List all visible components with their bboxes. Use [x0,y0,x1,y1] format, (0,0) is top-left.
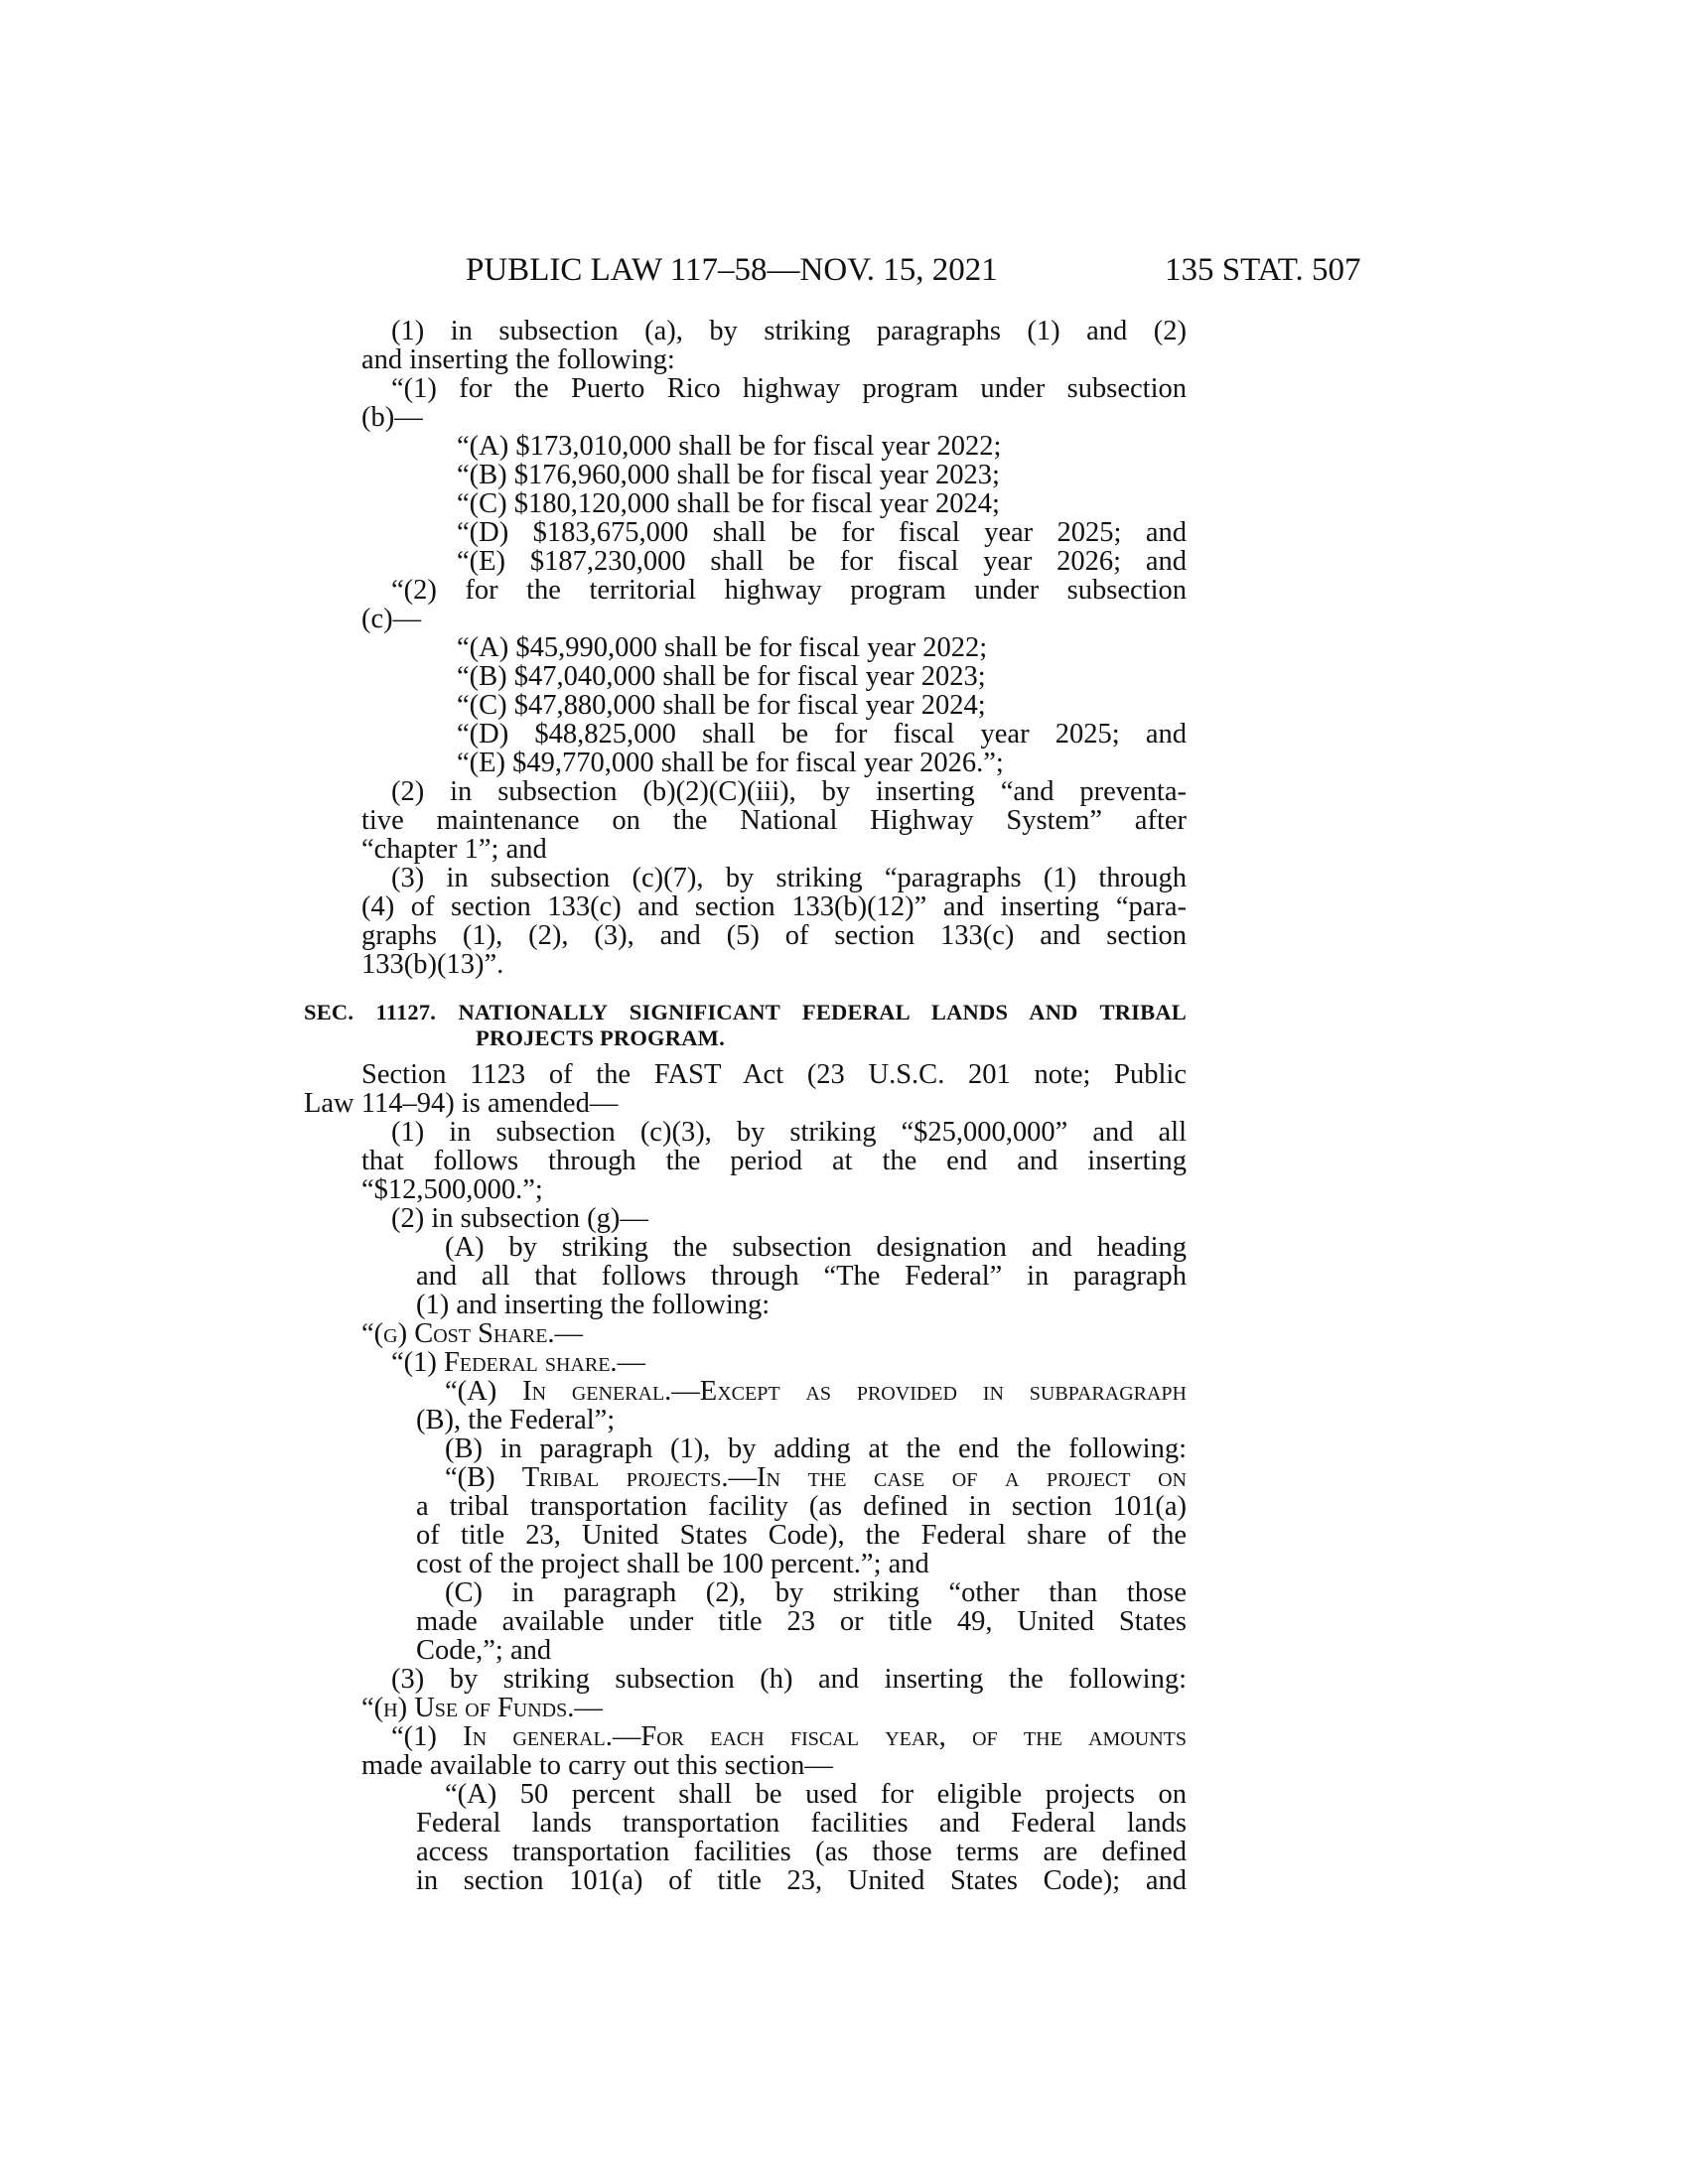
text-line: cost of the project shall be 100 percent.”; and [416,1549,929,1579]
text-line: “(B) $176,960,000 shall be for fiscal year 2023; [457,460,1000,490]
text-line: in section 101(a) of title 23, United States Code); and [416,1866,1187,1895]
text-line: tive maintenance on the National Highway System” after [361,806,1187,835]
text-line: “(A) $45,990,000 shall be for fiscal year 2022; [457,632,988,663]
text-line: “(D) $48,825,000 shall be for fiscal year 2025; and [457,720,1187,749]
text-line: (c)— [361,604,422,634]
text-line: “$12,500,000.”; [361,1174,543,1205]
text-line: (2) in subsection (b)(2)(C)(iii), by inserting “and preventa- [391,777,1187,806]
text-line: “(B) $47,040,000 shall be for fiscal year 2023; [457,661,986,692]
text-line: access transportation facilities (as those terms are defined [416,1838,1187,1866]
text-line: (3) in subsection (c)(7), by striking “paragraphs (1) through [391,864,1187,892]
text-line: “(g) Cost Share.— [361,1318,584,1349]
text-line: Section 1123 of the FAST Act (23 U.S.C. 201 note; Public [361,1060,1187,1089]
text-line: (2) in subsection (g)— [391,1203,648,1234]
text-line: “(B) Tribal projects.—In the case of a project on [445,1463,1187,1492]
text-line: “(E) $49,770,000 shall be for fiscal year 2026.”; [457,748,1004,778]
text-line: “(A) $173,010,000 shall be for fiscal year 2022; [457,431,1002,462]
text-line: (1) in subsection (a), by striking paragraphs (1) and (2) [391,317,1187,345]
text-line: “(E) $187,230,000 shall be for fiscal year 2026; and [457,547,1187,576]
text-line: Code,”; and [416,1635,552,1666]
text-line: “(A) 50 percent shall be used for eligible projects on [445,1780,1187,1809]
text-line: “(2) for the territorial highway program under subsection [391,576,1187,605]
text-line: made available under title 23 or title 49, United States [416,1607,1187,1636]
text-line: made available to carry out this section— [361,1750,833,1781]
text-line: “chapter 1”; and [361,834,547,865]
text-line: “(D) $183,675,000 shall be for fiscal year 2025; and [457,518,1187,547]
text-line: “(A) In general.—Except as provided in subparagraph [445,1377,1187,1406]
text-line: (1) and inserting the following: [416,1290,771,1320]
text-line: 133(b)(13)”. [361,949,504,980]
text-line: (C) in paragraph (2), by striking “other than those [445,1578,1187,1607]
text-line: and all that follows through “The Federal” in paragraph [416,1262,1187,1291]
text-line: (B) in paragraph (1), by adding at the end the following: [445,1434,1187,1463]
text-line: (3) by striking subsection (h) and inserting the following: [391,1665,1187,1694]
text-line: “(1) Federal share.— [391,1347,646,1378]
text-line: (B), the Federal”; [416,1405,616,1435]
text-line: Federal lands transportation facilities and Federal lands [416,1809,1187,1838]
text-line: and inserting the following: [361,344,675,375]
text-line: “(C) $47,880,000 shall be for fiscal year 2024; [457,690,986,721]
text-line: (1) in subsection (c)(3), by striking “$25,000,000” and all [391,1118,1187,1147]
text-line: graphs (1), (2), (3), and (5) of section 133(c) and section [361,921,1187,950]
running-head-title: PUBLIC LAW 117–58—NOV. 15, 2021 [466,252,998,288]
text-line: “(h) Use of Funds.— [361,1693,603,1723]
text-line: (b)— [361,402,423,433]
text-line: Law 114–94) is amended— [304,1088,619,1119]
text-line: “(1) for the Puerto Rico highway program under subsection [391,374,1187,403]
text-line: a tribal transportation facility (as defined in section 101(a) [416,1492,1187,1521]
text-line: (4) of section 133(c) and section 133(b)(12)” and inserting “para- [361,892,1187,921]
text-line: of title 23, United States Code), the Federal share of the [416,1521,1187,1550]
page-number: 135 STAT. 507 [1165,252,1361,288]
section-heading: SEC. 11127. NATIONALLY SIGNIFICANT FEDERAL LANDS AND TRIBAL [304,1000,1187,1024]
section-heading-cont: PROJECTS PROGRAM. [476,1025,725,1050]
text-line: (A) by striking the subsection designation and heading [445,1233,1187,1262]
text-line: “(1) In general.—For each fiscal year, of the amounts [391,1722,1187,1751]
text-line: that follows through the period at the end and inserting [361,1147,1187,1175]
text-line: “(C) $180,120,000 shall be for fiscal year 2024; [457,488,1000,519]
